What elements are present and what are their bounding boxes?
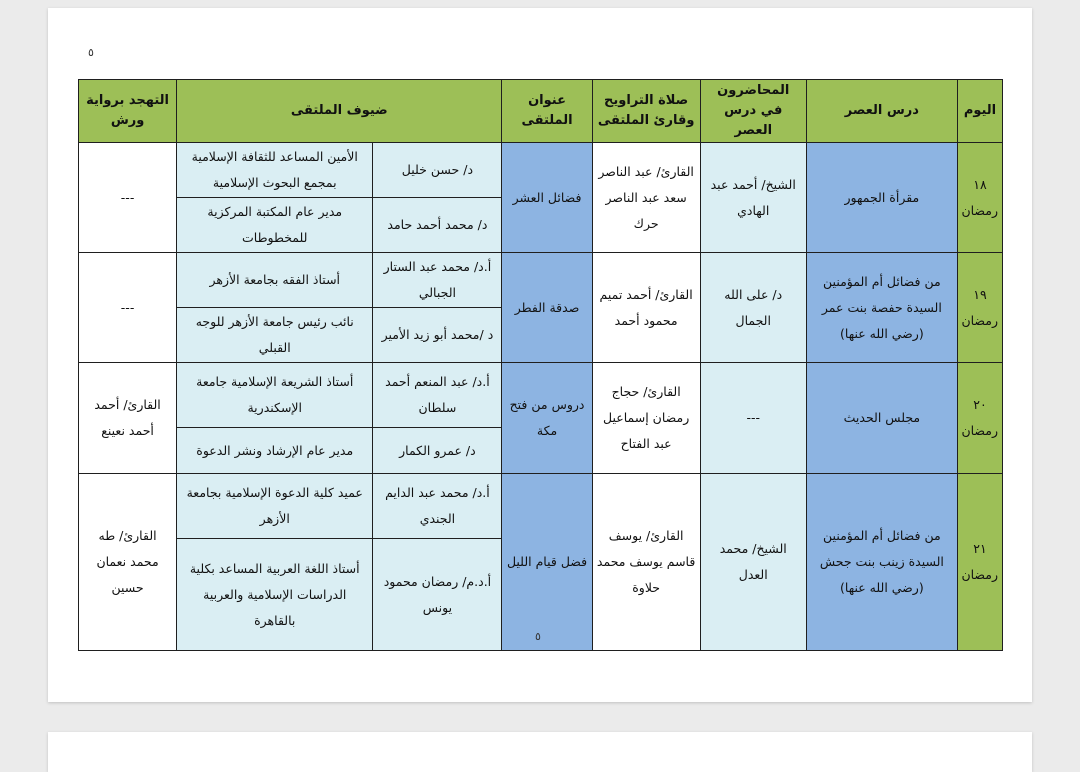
lecturers-cell: --- [700,363,806,474]
header-tahajjud: التهجد برواية ورش [79,80,177,143]
lecturers-cell: د/ على الله الجمال [700,253,806,363]
title-cell: صدقة الفطر [502,253,592,363]
header-guests: ضيوف الملتقى [177,80,502,143]
document-page [48,8,1032,702]
table-row [79,363,1003,428]
lecturers-cell: الشيخ/ محمد العدل [700,474,806,651]
guest-name-cell: أ.د/ محمد عبد الستار الجبالي [373,253,502,308]
table-row [79,143,1003,198]
next-page [48,732,1032,772]
guest-name-cell: أ.د/ عبد المنعم أحمد سلطان [373,363,502,428]
header-title: عنوان الملتقى [502,80,592,143]
header-taraweeh: صلاة التراويح وقارئ الملتقى [592,80,700,143]
guest-name-cell: د/ محمد أحمد حامد [373,198,502,253]
guest-role-cell: أستاذ الفقه بجامعة الأزهر [177,253,373,308]
taraweeh-cell: القارئ/ أحمد تميم محمود أحمد [592,253,700,363]
page-number-bottom: ٥ [535,630,541,643]
header-lecturers: المحاضرون في درس العصر [700,80,806,143]
guest-name-cell: أ.د.م/ رمضان محمود يونس [373,539,502,651]
asr-lesson-cell: من فضائل أم المؤمنين السيدة زينب بنت جحش (رضي الله عنها) [806,474,957,651]
taraweeh-cell: القارئ/ عبد الناصر سعد عبد الناصر حرك [592,143,700,253]
tahajjud-cell: القارئ/ طه محمد نعمان حسين [79,474,177,651]
taraweeh-cell: القارئ/ يوسف قاسم يوسف محمد حلاوة [592,474,700,651]
asr-lesson-cell: من فضائل أم المؤمنين السيدة حفصة بنت عمر (رضي الله عنها) [806,253,957,363]
table-row [79,474,1003,539]
guest-name-cell: أ.د/ محمد عبد الدايم الجندي [373,474,502,539]
guest-role-cell: أستاذ الشريعة الإسلامية جامعة الإسكندرية [177,363,373,428]
table-row [79,253,1003,308]
guest-name-cell: د/ حسن خليل [373,143,502,198]
guest-name-cell: د/ عمرو الكمار [373,428,502,474]
title-cell: دروس من فتح مكة [502,363,592,474]
header-day: اليوم [957,80,1002,143]
day-cell: ١٩ رمضان [957,253,1002,363]
day-cell: ٢٠ رمضان [957,363,1002,474]
lecturers-cell: الشيخ/ أحمد عبد الهادي [700,143,806,253]
tahajjud-cell: --- [79,143,177,253]
guest-role-cell: مدير عام الإرشاد ونشر الدعوة [177,428,373,474]
title-cell: فضائل العشر [502,143,592,253]
tahajjud-cell: القارئ/ أحمد أحمد نعينع [79,363,177,474]
title-cell: فضل قيام الليل [502,474,592,651]
taraweeh-cell: القارئ/ حجاج رمضان إسماعيل عبد الفتاح [592,363,700,474]
day-cell: ١٨ رمضان [957,143,1002,253]
header-row [79,80,1003,143]
day-cell: ٢١ رمضان [957,474,1002,651]
header-asr-lesson: درس العصر [806,80,957,143]
guest-name-cell: د /محمد أبو زيد الأمير [373,308,502,363]
guest-role-cell: عميد كلية الدعوة الإسلامية بجامعة الأزهر [177,474,373,539]
page-number-top: ٥ [88,46,94,59]
guest-role-cell: أستاذ اللغة العربية المساعد بكلية الدراسات الإسلامية والعربية بالقاهرة [177,539,373,651]
guest-role-cell: الأمين المساعد للثقافة الإسلامية بمجمع البحوث الإسلامية [177,143,373,198]
tahajjud-cell: --- [79,253,177,363]
guest-role-cell: مدير عام المكتبة المركزية للمخطوطات [177,198,373,253]
asr-lesson-cell: مقرأة الجمهور [806,143,957,253]
ramadan-schedule-table [78,79,1003,651]
guest-role-cell: نائب رئيس جامعة الأزهر للوجه القبلي [177,308,373,363]
asr-lesson-cell: مجلس الحديث [806,363,957,474]
